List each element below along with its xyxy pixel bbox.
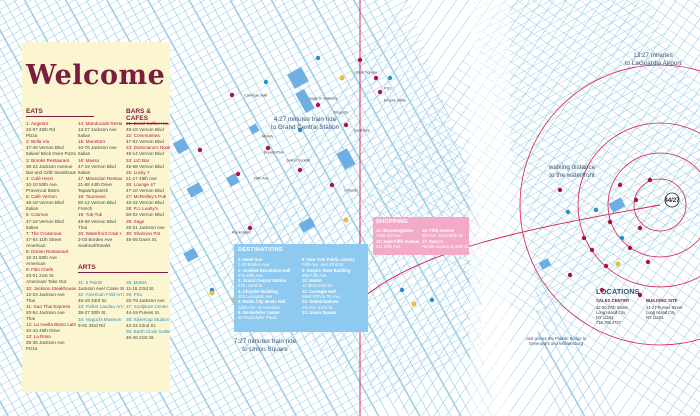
address-line: NY 11101 bbox=[596, 315, 614, 321]
poi-marker bbox=[604, 264, 608, 268]
list-item-name: 25: Lucky 7 bbox=[126, 169, 150, 175]
place-label: Rockefeller bbox=[232, 230, 251, 235]
park-block bbox=[186, 182, 203, 198]
bars-list bbox=[126, 121, 170, 243]
list-item-detail: 87E. 42nd St. bbox=[238, 283, 264, 289]
list-item-name: 22: Communitea bbox=[126, 133, 160, 139]
list-item-detail: 47-19 Vernon Blvd bbox=[78, 163, 116, 169]
list-item-detail: Italian bbox=[26, 224, 39, 230]
list-item-detail: 45-48 21st St. bbox=[126, 334, 155, 340]
park-block bbox=[173, 138, 189, 154]
list-item-detail: West 57th & 7th Ave. bbox=[302, 294, 341, 300]
list-item-detail: 2-03 Borden Ave bbox=[78, 236, 113, 242]
list-item-detail: American bbox=[26, 261, 46, 267]
list-item-detail: 611 Fifth Ave. bbox=[376, 243, 402, 249]
list-item-detail: 1st Ave. 42nd St. bbox=[302, 304, 334, 310]
list-item-name: 14: Manducatis Resta bbox=[78, 121, 122, 126]
list-item-detail: 1000 3rd Ave. bbox=[376, 233, 402, 239]
poi-marker bbox=[590, 248, 594, 252]
place-label: Sage & Gateway bbox=[309, 96, 338, 101]
grand-central-callout: 4:27 minutes train ride to Grand Central Station bbox=[271, 116, 339, 131]
poi-marker bbox=[358, 58, 362, 62]
destinations-heading: DESTINATIONS bbox=[238, 247, 283, 253]
list-item-name: 5: Café Vernon bbox=[26, 194, 57, 200]
list-item-name: 24: LIC Bar bbox=[126, 157, 150, 163]
place-label: MoMA bbox=[262, 134, 273, 139]
list-item-name: 15: Manetta's bbox=[78, 139, 106, 145]
place-label: Bryant Park bbox=[264, 150, 284, 155]
list-item-detail: 2-03 Borden Ave. bbox=[238, 262, 271, 268]
address-line: Long Island City bbox=[596, 310, 626, 316]
shopping-heading: SHOPPING bbox=[376, 219, 408, 225]
poi-marker bbox=[582, 236, 586, 240]
list-item-detail: Italian bbox=[78, 151, 91, 157]
street-line bbox=[0, 0, 417, 23]
list-item-name: 19: Tuk-Tuk bbox=[78, 212, 103, 218]
list-item-name: 33: Fisher Landau Art bbox=[78, 304, 122, 310]
list-item-name: 38: Silvercup Studios bbox=[126, 316, 170, 322]
sales-center-address bbox=[596, 305, 644, 325]
place-label: PS1 bbox=[384, 86, 392, 91]
arts-list bbox=[78, 280, 124, 329]
list-item-detail: 45-18 33rd St. bbox=[78, 298, 108, 304]
list-item-name: 17: Mirasolan Restau bbox=[78, 175, 122, 181]
laguardia-callout: 13:27 minutes to LaGuardia Airport bbox=[624, 52, 682, 67]
address-line: Long Island City bbox=[646, 310, 676, 316]
list-item-name: 13: La Rosa bbox=[26, 334, 51, 340]
poi-marker bbox=[330, 183, 334, 187]
river-fade bbox=[470, 0, 510, 416]
list-item-detail: 49-06 Vernon Blvd bbox=[78, 218, 116, 224]
place-label: Sculpture bbox=[354, 128, 371, 133]
subway-marker bbox=[344, 218, 348, 222]
address-line: NY 11101 bbox=[646, 315, 664, 321]
list-item-detail: 21-68 44th Drive bbox=[78, 181, 112, 187]
list-item-detail: 5th Ave. 42nd-60th St. bbox=[422, 233, 464, 239]
list-item-detail: 25-36 Jackson Ave bbox=[26, 340, 65, 346]
list-item-detail: Italian bbox=[26, 206, 39, 212]
list-item-detail: 11 West 53rd St. bbox=[302, 283, 333, 289]
list-item-detail: 10-31 50th Ave bbox=[26, 255, 57, 261]
building-site-address bbox=[646, 305, 696, 320]
list-item-detail: 47-10 Vernon Blvd bbox=[126, 188, 164, 194]
poi-marker bbox=[594, 208, 598, 212]
list-item-detail: Pizza bbox=[26, 346, 38, 352]
site-logo-label: 44/27 bbox=[664, 198, 680, 204]
list-item-name: 15: Saks Fifth Avenue bbox=[376, 238, 420, 244]
list-item-detail: Herald Square at 34th St. bbox=[422, 243, 470, 249]
list-item-detail: 50-02 Vernon Blvd bbox=[126, 212, 164, 218]
address-line: 718.786.4727 bbox=[596, 320, 622, 326]
subway-marker bbox=[340, 76, 344, 80]
list-item-detail: 11-18 23rd St. bbox=[126, 286, 155, 292]
poi-marker bbox=[198, 148, 202, 152]
list-item-detail: 47-02 Vernon Blvd bbox=[126, 139, 164, 145]
list-item-detail: 25-79 Jackson Ave bbox=[126, 298, 165, 304]
list-item-detail: 1260 Ave. of Americas bbox=[238, 304, 280, 310]
waterfront-callout: walking distance to the waterfront bbox=[548, 164, 596, 179]
list-item-name: 2: Bella Via bbox=[26, 139, 50, 145]
list-item-name: 32: American Fold Art bbox=[78, 292, 122, 298]
list-item-name: 12: United Nations bbox=[302, 299, 339, 305]
list-item-detail: 42-22 22nd St. bbox=[126, 322, 157, 328]
poi-marker bbox=[608, 220, 612, 224]
list-item-detail: 405 Lexington Ave bbox=[238, 294, 273, 300]
list-item-name: 4: Café Henri bbox=[26, 175, 54, 181]
place-label: Union Square bbox=[354, 70, 378, 75]
list-item-detail: 36-24 Jackson Avenue bbox=[26, 163, 73, 169]
list-item-name: 1: Hotel Sun bbox=[238, 257, 263, 262]
shopping-box bbox=[373, 217, 469, 255]
eats-list-2 bbox=[78, 121, 122, 249]
poi-marker bbox=[236, 172, 240, 176]
list-item-detail: 49-14 Vernon Blvd bbox=[126, 151, 164, 157]
list-item-name: 10: Jackson Steakhouse bbox=[26, 285, 76, 291]
destinations-box bbox=[234, 244, 368, 332]
list-item-name: 11: Carnegie Hall bbox=[302, 288, 336, 294]
list-item-detail: Jackson Ave/ Crane St. bbox=[78, 286, 124, 292]
list-item-name: 14: Bloomingdales bbox=[376, 228, 414, 233]
arts-heading: ARTS bbox=[78, 264, 168, 273]
list-item-detail: Fifth Ave. and 42nd St. bbox=[302, 262, 345, 268]
park-block bbox=[287, 67, 309, 89]
poi-marker bbox=[316, 56, 320, 60]
union-square-callout: 7:27 minutes train ride to Union Square bbox=[233, 338, 297, 353]
list-item-detail: 48-18 Vernon Blvd bbox=[126, 127, 164, 133]
poi-marker bbox=[638, 226, 642, 230]
list-item-detail: 47-46 Vernon Blvd bbox=[26, 145, 64, 151]
list-item-detail: 50-12 Vernon Blvd bbox=[78, 200, 116, 206]
list-item-detail: 9-01 33rd Rd bbox=[78, 322, 105, 328]
list-item-name: 12: La Vuelta Bistro Latino bbox=[26, 322, 76, 328]
list-item-name: 6: Cosmos bbox=[26, 212, 48, 218]
park-block bbox=[608, 197, 625, 213]
sales-center-label: SALES CENTER bbox=[596, 298, 630, 303]
shopping-list bbox=[376, 228, 420, 249]
list-item-detail: American bbox=[26, 242, 46, 248]
pulaski-bridge-note: Just across the Pulaski Bridge to Greenpoint and Williamsburg bbox=[525, 336, 587, 347]
list-item-detail: 10-10 50th Ave. bbox=[26, 181, 59, 187]
list-item-detail: Italian bbox=[78, 169, 91, 175]
list-item-name: 23: Domiciano's Nook bbox=[126, 145, 170, 151]
list-item-detail: Italian bbox=[78, 133, 91, 139]
place-label: Grand Central bbox=[286, 158, 310, 163]
list-item-name: 13: Union Square bbox=[302, 309, 337, 315]
poi-marker bbox=[648, 178, 652, 182]
list-item-name: 18: Tournesol bbox=[78, 194, 106, 200]
list-item-detail: Thai bbox=[78, 224, 87, 230]
eats-heading: EATS bbox=[26, 108, 94, 117]
poi-marker bbox=[230, 93, 234, 97]
list-item-detail: 475 48th Ave. bbox=[238, 272, 264, 278]
list-item-name: 27: McReilley's Pub bbox=[126, 194, 167, 200]
list-item-name: 26: Lounge 47 bbox=[126, 181, 156, 187]
list-item-detail: Thai bbox=[26, 297, 35, 303]
arts-list-2 bbox=[126, 280, 170, 341]
poi-marker bbox=[316, 103, 320, 107]
subway-marker bbox=[616, 262, 620, 266]
list-item-detail: American/ Take Out bbox=[26, 279, 67, 285]
park-block bbox=[298, 217, 315, 233]
place-label: Chrysler bbox=[344, 188, 359, 193]
list-item-detail: 12-23 Jackson Ave bbox=[26, 291, 65, 297]
bars-heading: BARS & CAFES bbox=[126, 108, 168, 124]
list-item-detail: 10-76 Jackson Ave bbox=[78, 145, 117, 151]
poi-marker bbox=[400, 288, 404, 292]
list-item-name: 3: Grand Central Station bbox=[238, 278, 287, 284]
poi-marker bbox=[374, 76, 378, 80]
list-item-detail: 350 Fifth Ave. bbox=[302, 272, 328, 278]
poi-marker bbox=[620, 236, 624, 240]
poi-marker bbox=[568, 273, 572, 277]
page-title: Welcome bbox=[26, 60, 166, 91]
list-item-name: 20: Waterfront Crab H bbox=[78, 230, 122, 236]
list-item-detail: 44-19 Purves St. bbox=[126, 310, 161, 316]
list-item-detail: 30 Rockefeller Plaza bbox=[238, 315, 277, 321]
list-item-name: 9: Empire State Building bbox=[302, 267, 351, 273]
poi-marker bbox=[646, 260, 650, 264]
place-label: Empire State bbox=[384, 98, 406, 103]
list-item-detail: Pizza bbox=[26, 133, 38, 139]
list-item-detail: French bbox=[78, 206, 93, 212]
list-item-name: 28: P.J. Leahy's bbox=[126, 206, 158, 212]
list-item-detail: Provencal Bistro bbox=[26, 188, 60, 194]
list-item-detail: 38-27 30th St. bbox=[78, 310, 107, 316]
list-item-name: 8: New York Public Library bbox=[302, 257, 355, 262]
building-site-label: BUILDING SITE bbox=[646, 298, 678, 303]
list-item-name: 29: Sage bbox=[126, 218, 145, 224]
list-item-name: 7: The Crossroad bbox=[26, 230, 62, 236]
list-item-name: 36: PS1 bbox=[126, 292, 143, 298]
list-item-name: 21: Brasil Coffee House bbox=[126, 121, 170, 126]
list-item-detail: Italian/ Brick Oven Pizza bbox=[26, 151, 76, 157]
list-item-name: 2: Guilded Revolution Hall bbox=[238, 267, 291, 273]
destinations-list bbox=[238, 257, 300, 321]
list-item-detail: 46-18 Vernon Blvd bbox=[26, 200, 64, 206]
list-item-name: 4: Chrysler Building bbox=[238, 288, 278, 294]
poi-marker bbox=[264, 80, 268, 84]
list-item-detail: 20-54 Jackson Ave bbox=[26, 309, 65, 315]
list-item-name: 3: Brooks Restaurant bbox=[26, 157, 70, 163]
address-line: 42-50 27th Street bbox=[596, 305, 628, 310]
list-item-name: 17: Macy's bbox=[422, 238, 444, 244]
list-item-detail: 45-06 Davis St. bbox=[126, 236, 158, 242]
list-item-name: 1: Angela's bbox=[26, 121, 49, 126]
list-item-detail: 26-21 Jackson Ave bbox=[126, 224, 165, 230]
poi-marker bbox=[378, 90, 382, 94]
list-item-name: 34: Noguchi Museum bbox=[78, 316, 122, 322]
poi-marker bbox=[618, 183, 622, 187]
poi-marker bbox=[634, 198, 638, 202]
place-label: Noguchi bbox=[334, 110, 348, 115]
list-item-name: 9: Film Chefs bbox=[26, 267, 54, 273]
poi-marker bbox=[566, 210, 570, 214]
poi-marker bbox=[298, 168, 302, 172]
list-item-name: 6: Rockefeller Center bbox=[238, 309, 280, 315]
list-item-detail: 46-42 Vernon Blvd bbox=[126, 200, 164, 206]
list-item-name: 5: Radio City Music Hall bbox=[238, 299, 286, 305]
park-block bbox=[183, 248, 198, 263]
list-item-detail: 45-58 Vernon Blvd bbox=[126, 163, 164, 169]
list-item-name: 8: Dorian Restaurant bbox=[26, 248, 69, 254]
list-item-detail: 43-01 21st St. bbox=[26, 273, 55, 279]
poi-marker bbox=[430, 298, 434, 302]
list-item-name: 10: MoMA bbox=[302, 278, 322, 284]
poi-marker bbox=[558, 188, 562, 192]
list-item-detail: 10-43 45th Drive bbox=[26, 328, 60, 334]
subway-marker bbox=[210, 291, 214, 295]
poi-marker bbox=[628, 246, 632, 250]
list-item-name: 35: MoMA bbox=[126, 280, 147, 285]
list-item-name: 31: 5 Pointz bbox=[78, 280, 103, 285]
list-item-detail: Thai bbox=[26, 316, 35, 321]
list-item-detail: Seafood/Steaks bbox=[78, 242, 111, 248]
list-item-name: 16: Masso bbox=[78, 157, 100, 163]
list-item-name: 30: Shannon Pot bbox=[126, 230, 161, 236]
list-item-name: 16: Fifth Avenue bbox=[422, 228, 455, 233]
destinations-list-2 bbox=[302, 257, 366, 315]
subway-marker bbox=[412, 302, 416, 306]
eats-list bbox=[26, 121, 76, 353]
list-item-detail: 22-07 45th Rd bbox=[26, 127, 56, 133]
address-line: 44-27 Purves Street bbox=[646, 305, 683, 310]
list-item-detail: 47-18 Vernon Blvd bbox=[26, 218, 64, 224]
list-item-detail: 13-27 Jackson Ave bbox=[78, 127, 117, 133]
list-item-name: 37: Sculpture Center bbox=[126, 304, 169, 310]
list-item-name: 11: Gao Thai Express bbox=[26, 303, 71, 309]
list-item-detail: Tapas/Spanish bbox=[78, 188, 109, 194]
poi-marker bbox=[388, 76, 392, 80]
place-label: Fifth Ave bbox=[254, 176, 269, 181]
list-item-detail: 21-17 49th Ave bbox=[126, 175, 157, 181]
list-item-detail: 47-54 11th Street bbox=[26, 236, 62, 242]
place-label: Carnegie Hall bbox=[244, 93, 268, 98]
list-item-name: 39: Earth Clock Gallery bbox=[126, 328, 170, 334]
locations-heading: LOCATIONS bbox=[596, 287, 640, 296]
shopping-list-2 bbox=[422, 228, 468, 249]
park-block bbox=[336, 148, 355, 170]
list-item-detail: Bar and Grill/ Steakhouse bbox=[26, 169, 76, 175]
